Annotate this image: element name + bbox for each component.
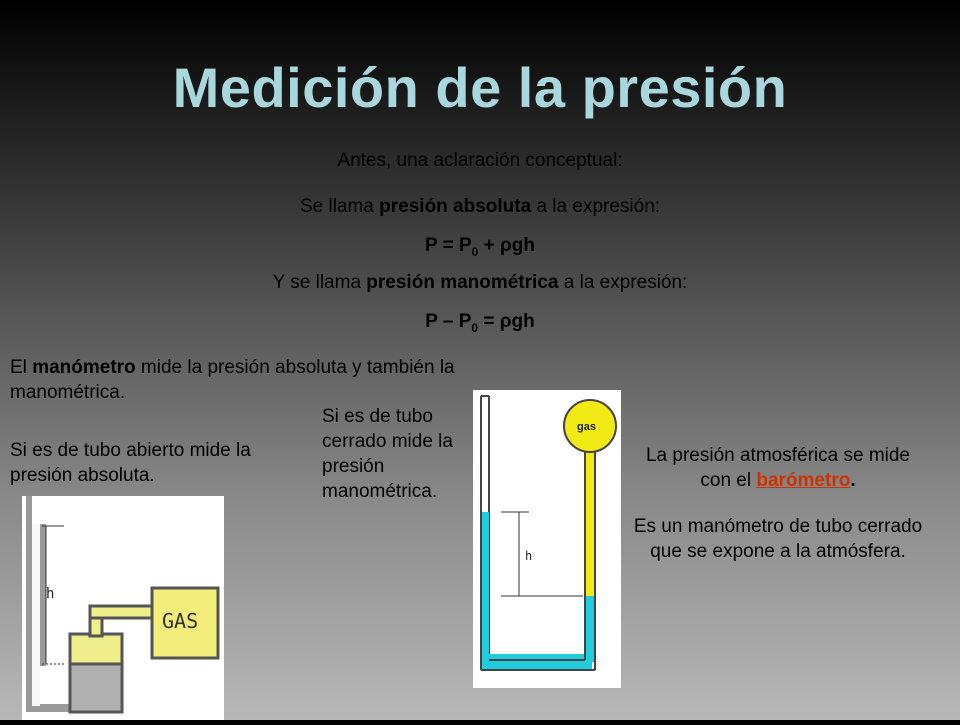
barometer-description: Es un manómetro de tubo cerrado que se expone a la atmósfera. [633,516,923,562]
manometer-prefix: El [10,357,33,378]
absolute-formula-a: P = P [425,235,472,256]
absolute-formula [0,235,960,259]
gauge-term: presión manométrica [366,272,559,293]
manometer-suffix: mide la presión absoluta y también la manométrica. [10,357,455,403]
gauge-formula [0,311,960,335]
absolute-formula-sub: 0 [471,244,479,259]
gauge-prefix: Y se llama [272,272,367,293]
closed-tube-diagram [473,390,621,688]
gauge-formula-a: P – P [425,311,472,332]
open-gas-label: GAS [162,609,199,633]
intro-text: Antes, una aclaración conceptual: [337,150,623,171]
barometer-note [632,443,924,493]
barometer-link[interactable]: barómetro [756,470,851,491]
closed-tube-figure [473,390,621,688]
absolute-term: presión absoluta [379,196,532,217]
open-h-label: h [46,586,55,602]
manometer-term: manómetro [32,357,136,378]
closed-gas-label: gas [577,421,596,433]
absolute-suffix: a la expresión: [531,196,661,217]
absolute-formula-b: + ρgh [478,235,535,256]
absolute-pressure-definition [0,196,960,218]
closed-h-label: h [525,549,533,563]
barometer-end: . [850,470,856,491]
closed-tube-note: Si es de tubo cerrado mide la presión manométrica. [322,406,453,502]
gauge-suffix: a la expresión: [558,272,688,293]
manometer-note [10,355,465,405]
gauge-formula-sub: 0 [471,320,479,335]
barometer-line1: La presión atmosférica se mide con el [645,445,910,491]
absolute-prefix: Se llama [299,196,380,217]
slide-title: Medición de la presión [172,56,788,119]
open-tube-note: Si es de tubo abierto mide la presión absoluta. [10,440,251,486]
open-tube-diagram [22,496,224,720]
gauge-pressure-definition [0,272,960,294]
gauge-formula-b: = ρgh [478,311,535,332]
open-tube-figure [22,496,224,720]
